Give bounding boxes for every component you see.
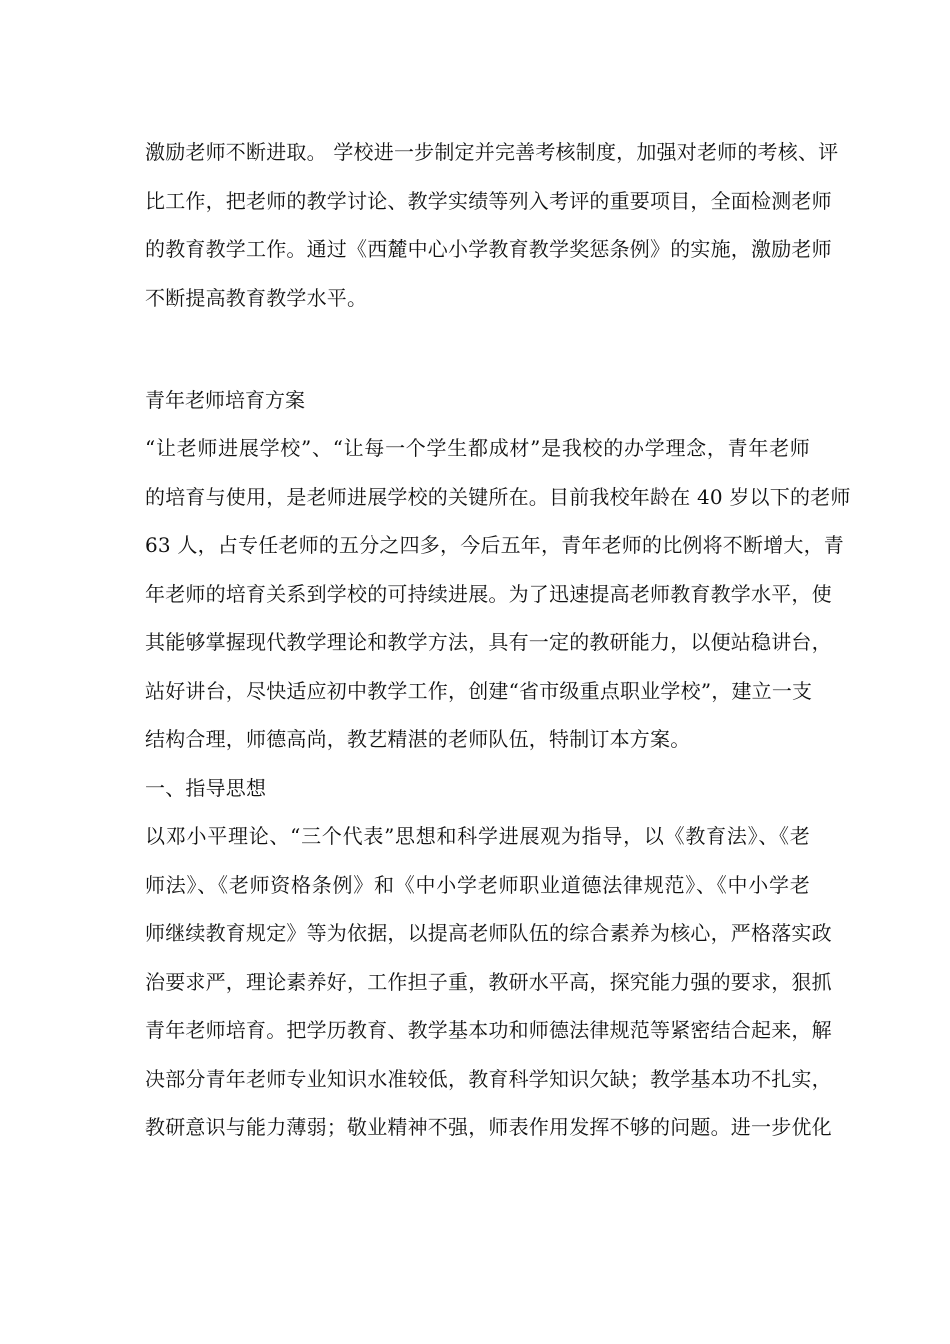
paragraph-incentive — [145, 128, 839, 322]
paragraph-line: 其能够掌握现代教学理论和教学方法，具有一定的教研能力，以便站稳讲台， — [145, 630, 832, 654]
paragraph-line: 的教育教学工作。通过《西麓中心小学教育教学奖惩条例》的实施，激励老师 — [145, 237, 832, 261]
paragraph-line: 年老师的培育关系到学校的可持续进展。为了迅速提高老师教育教学水平，使 — [145, 581, 832, 606]
paragraph-line: 师继续教育规定》等为依据，以提高老师队伍的综合素养为核心，严格落实政 — [145, 921, 832, 945]
paragraph-line: 的培育与使用，是老师进展学校的关键所在。目前我校年龄在 40 岁以下的老师 — [145, 484, 851, 509]
paragraph-young-teacher-plan — [145, 424, 851, 1152]
section-title: 青年老师培育方案 — [145, 388, 305, 412]
paragraph-line: 青年老师培育。把学历教育、教学基本功和师德法律规范等紧密结合起来，解 — [145, 1018, 832, 1042]
paragraph-line: 治要求严，理论素养好，工作担子重，教研水平高，探究能力强的要求，狠抓 — [145, 969, 832, 994]
subsection-heading: 一、指导思想 — [145, 775, 267, 800]
paragraph-line: 结构合理，师德高尚，教艺精湛的老师队伍，特制订本方案。 — [145, 727, 691, 751]
paragraph-line: 站好讲台，尽快适应初中教学工作，创建“省市级重点职业学校”，建立一支 — [145, 678, 813, 703]
paragraph-line: 激励老师不断进取。 学校进一步制定并完善考核制度，加强对老师的考核、评 — [145, 140, 839, 164]
paragraph-line: 以邓小平理论、“三个代表”思想和科学进展观为指导，以《教育法》、《老 — [145, 824, 810, 848]
paragraph-line: 比工作，把老师的教学讨论、教学实绩等列入考评的重要项目，全面检测老师 — [145, 188, 832, 213]
paragraph-line: 师法》、《老师资格条例》和《中小学老师职业道德法律规范》、《中小学老 — [145, 872, 810, 897]
paragraph-line: 不断提高教育教学水平。 — [145, 285, 368, 310]
paragraph-line: 教研意识与能力薄弱；敬业精神不强，师表作用发挥不够的问题。进一步优化 — [145, 1115, 832, 1139]
paragraph-line: 63 人，占专任老师的五分之四多，今后五年，青年老师的比例将不断增大，青 — [145, 533, 845, 557]
paragraph-line: 决部分青年老师专业知识水准较低，教育科学知识欠缺；教学基本功不扎实， — [145, 1066, 832, 1091]
paragraph-line: “让老师进展学校”、“让每一个学生都成材”是我校的办学理念，青年老师 — [145, 436, 810, 460]
